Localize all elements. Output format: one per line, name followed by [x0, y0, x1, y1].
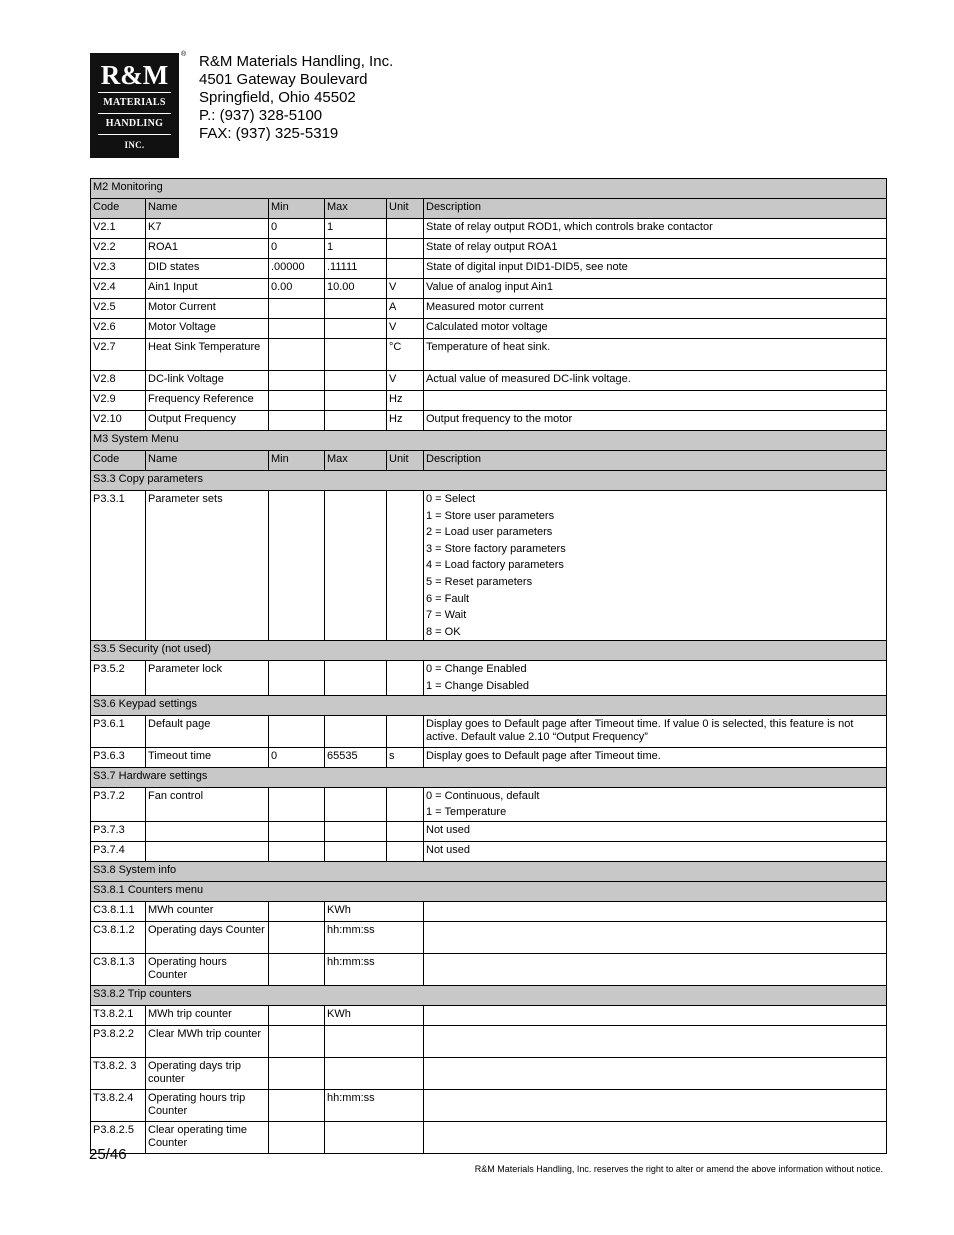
option-item: 8 = OK — [426, 625, 461, 638]
column-header-min: Min — [269, 451, 325, 471]
table-row — [91, 299, 887, 319]
cell-code: P3.8.2.5 — [91, 1121, 146, 1153]
table-row — [91, 339, 887, 371]
cell-unit-span — [325, 1121, 424, 1153]
table-row — [91, 1005, 887, 1025]
cell-description — [424, 1089, 887, 1121]
company-fax: FAX: (937) 325-5319 — [199, 125, 339, 142]
cell-description: Measured motor current — [424, 299, 887, 319]
cell-min — [269, 787, 325, 821]
cell-unit-span — [325, 1057, 424, 1089]
cell-description: Value of analog input Ain1 — [424, 279, 887, 299]
cell-unit — [387, 821, 424, 841]
cell-max — [325, 339, 387, 371]
cell-name: Motor Current — [146, 299, 269, 319]
logo-rule — [98, 92, 171, 93]
section-s38-system-info-title: S3.8 System info — [91, 861, 887, 881]
cell-unit — [387, 259, 424, 279]
cell-description — [424, 787, 887, 821]
cell-max — [325, 821, 387, 841]
cell-unit — [387, 661, 424, 695]
cell-name: Operating hours trip Counter — [146, 1089, 269, 1121]
column-header-description: Description — [424, 451, 887, 471]
cell-unit-span: KWh — [325, 901, 424, 921]
option-item: 6 = Fault — [426, 592, 470, 605]
section-s382-trip-counters — [91, 985, 887, 1005]
table-row — [91, 491, 887, 641]
logo-line-inc: INC. — [124, 140, 145, 150]
section-s36-keypad-settings-title: S3.6 Keypad settings — [91, 695, 887, 715]
cell-description: State of digital input DID1-DID5, see note — [424, 259, 887, 279]
cell-min — [269, 715, 325, 747]
table-row — [91, 1089, 887, 1121]
cell-name: Fan control — [146, 787, 269, 821]
cell-min — [269, 491, 325, 641]
cell-code: V2.9 — [91, 391, 146, 411]
column-header-name: Name — [146, 451, 269, 471]
table-row — [91, 1121, 887, 1153]
cell-min — [269, 901, 325, 921]
cell-name — [146, 821, 269, 841]
cell-min — [269, 1089, 325, 1121]
column-header-row — [91, 451, 887, 471]
table-row — [91, 411, 887, 431]
cell-max — [325, 411, 387, 431]
cell-code: V2.5 — [91, 299, 146, 319]
cell-max: 10.00 — [325, 279, 387, 299]
cell-unit: °C — [387, 339, 424, 371]
cell-min — [269, 1121, 325, 1153]
cell-max: 65535 — [325, 747, 387, 767]
cell-name: Parameter lock — [146, 661, 269, 695]
parameter-table-body — [91, 179, 887, 1154]
option-item: 5 = Reset parameters — [426, 575, 533, 588]
cell-max: 1 — [325, 239, 387, 259]
logo-brand: R&M — [100, 60, 169, 90]
column-header-unit: Unit — [387, 451, 424, 471]
cell-unit — [387, 787, 424, 821]
cell-code: P3.6.3 — [91, 747, 146, 767]
company-phone: P.: (937) 328-5100 — [199, 107, 323, 124]
cell-name: Ain1 Input — [146, 279, 269, 299]
cell-unit — [387, 239, 424, 259]
cell-description: State of relay output ROD1, which controls brake contactor — [424, 219, 887, 239]
cell-description: Calculated motor voltage — [424, 319, 887, 339]
cell-code: C3.8.1.3 — [91, 953, 146, 985]
cell-min — [269, 921, 325, 953]
column-header-code: Code — [91, 451, 146, 471]
logo-rule — [98, 134, 171, 135]
cell-name: Clear MWh trip counter — [146, 1025, 269, 1057]
cell-name: Operating hours Counter — [146, 953, 269, 985]
cell-name: Motor Voltage — [146, 319, 269, 339]
footer-notice: R&M Materials Handling, Inc. reserves the right to alter or amend the above information without notice. — [474, 1164, 883, 1174]
cell-name: Frequency Reference — [146, 391, 269, 411]
section-s37-hardware-settings-title: S3.7 Hardware settings — [91, 767, 887, 787]
cell-code: P3.6.1 — [91, 715, 146, 747]
section-s382-trip-counters-title: S3.8.2 Trip counters — [91, 985, 887, 1005]
cell-name: Operating days Counter — [146, 921, 269, 953]
cell-code: T3.8.2.4 — [91, 1089, 146, 1121]
table-row — [91, 661, 887, 695]
table-row — [91, 259, 887, 279]
table-row — [91, 953, 887, 985]
section-s35-security — [91, 641, 887, 661]
option-item: 7 = Wait — [426, 609, 467, 622]
cell-unit-span: hh:mm:ss — [325, 1089, 424, 1121]
cell-code: V2.2 — [91, 239, 146, 259]
section-s381-counters-menu-title: S3.8.1 Counters menu — [91, 881, 887, 901]
cell-name: Default page — [146, 715, 269, 747]
cell-min — [269, 1005, 325, 1025]
column-header-max: Max — [325, 451, 387, 471]
table-row — [91, 219, 887, 239]
cell-name: Output Frequency — [146, 411, 269, 431]
cell-name: Clear operating time Counter — [146, 1121, 269, 1153]
cell-name: MWh counter — [146, 901, 269, 921]
option-item: 1 = Store user parameters — [426, 509, 555, 522]
section-s38-system-info — [91, 861, 887, 881]
cell-description: Display goes to Default page after Timeout time. — [424, 747, 887, 767]
cell-description — [424, 491, 887, 641]
table-row — [91, 391, 887, 411]
logo-rule — [98, 113, 171, 114]
logo-line-handling: HANDLING — [105, 118, 164, 129]
option-item: 0 = Change Enabled — [426, 663, 527, 676]
section-m3-system-menu-title: M3 System Menu — [91, 431, 887, 451]
option-item: 0 = Continuous, default — [426, 789, 540, 802]
option-item: 3 = Store factory parameters — [426, 542, 566, 555]
column-header-min: Min — [269, 199, 325, 219]
cell-unit-span — [325, 1025, 424, 1057]
cell-min — [269, 661, 325, 695]
option-item: 2 = Load user parameters — [426, 526, 553, 539]
option-item: 1 = Temperature — [426, 806, 507, 819]
cell-min — [269, 299, 325, 319]
table-row — [91, 901, 887, 921]
company-name: R&M Materials Handling, Inc. — [199, 53, 394, 70]
column-header-description: Description — [424, 199, 887, 219]
cell-description — [424, 661, 887, 695]
cell-code: T3.8.2. 3 — [91, 1057, 146, 1089]
table-row — [91, 747, 887, 767]
option-item: 4 = Load factory parameters — [426, 559, 564, 572]
parameter-table — [90, 178, 887, 1154]
cell-code: P3.7.4 — [91, 841, 146, 861]
cell-max — [325, 661, 387, 695]
table-row — [91, 1057, 887, 1089]
cell-description — [424, 391, 887, 411]
column-header-max: Max — [325, 199, 387, 219]
cell-description — [424, 1005, 887, 1025]
cell-name: Heat Sink Temperature — [146, 339, 269, 371]
cell-min — [269, 1057, 325, 1089]
table-row — [91, 371, 887, 391]
cell-unit: Hz — [387, 411, 424, 431]
cell-code: V2.4 — [91, 279, 146, 299]
cell-min — [269, 411, 325, 431]
cell-description — [424, 953, 887, 985]
cell-code: V2.3 — [91, 259, 146, 279]
cell-max — [325, 841, 387, 861]
section-s33-copy-parameters — [91, 471, 887, 491]
registered-mark: ® — [181, 51, 187, 58]
table-row — [91, 319, 887, 339]
company-city: Springfield, Ohio 45502 — [199, 89, 356, 106]
page-number: 25/46 — [89, 1146, 127, 1163]
cell-code: P3.3.1 — [91, 491, 146, 641]
cell-min — [269, 319, 325, 339]
cell-min — [269, 391, 325, 411]
cell-description: Output frequency to the motor — [424, 411, 887, 431]
cell-max — [325, 715, 387, 747]
cell-max: .11111 — [325, 259, 387, 279]
cell-code: V2.1 — [91, 219, 146, 239]
cell-unit — [387, 715, 424, 747]
cell-min — [269, 821, 325, 841]
cell-max — [325, 391, 387, 411]
column-header-name: Name — [146, 199, 269, 219]
cell-description: Temperature of heat sink. — [424, 339, 887, 371]
cell-code: V2.7 — [91, 339, 146, 371]
cell-code: P3.5.2 — [91, 661, 146, 695]
cell-code: V2.10 — [91, 411, 146, 431]
cell-code: V2.8 — [91, 371, 146, 391]
cell-unit — [387, 491, 424, 641]
table-row — [91, 921, 887, 953]
cell-min: 0 — [269, 747, 325, 767]
cell-max — [325, 371, 387, 391]
cell-unit — [387, 841, 424, 861]
table-row — [91, 821, 887, 841]
section-s33-copy-parameters-title: S3.3 Copy parameters — [91, 471, 887, 491]
cell-min — [269, 953, 325, 985]
cell-name: DID states — [146, 259, 269, 279]
company-address — [199, 53, 393, 143]
cell-description — [424, 901, 887, 921]
section-m3-system-menu — [91, 431, 887, 451]
cell-description — [424, 1121, 887, 1153]
cell-code: C3.8.1.1 — [91, 901, 146, 921]
section-s36-keypad-settings — [91, 695, 887, 715]
cell-max — [325, 491, 387, 641]
table-row — [91, 279, 887, 299]
company-logo — [90, 53, 179, 158]
column-header-code: Code — [91, 199, 146, 219]
cell-min — [269, 371, 325, 391]
cell-unit-span: hh:mm:ss — [325, 921, 424, 953]
cell-min — [269, 339, 325, 371]
table-row — [91, 239, 887, 259]
cell-description: Display goes to Default page after Timeout time. If value 0 is selected, this feature is not active. Default value 2.10 “Output Frequency” — [424, 715, 887, 747]
cell-min: .00000 — [269, 259, 325, 279]
cell-min: 0 — [269, 239, 325, 259]
cell-description: Actual value of measured DC-link voltage. — [424, 371, 887, 391]
cell-unit: Hz — [387, 391, 424, 411]
cell-name: Operating days trip counter — [146, 1057, 269, 1089]
table-row — [91, 715, 887, 747]
cell-name: K7 — [146, 219, 269, 239]
cell-description — [424, 1025, 887, 1057]
cell-name: DC-link Voltage — [146, 371, 269, 391]
section-m2-monitoring-title: M2 Monitoring — [91, 179, 887, 199]
cell-code: V2.6 — [91, 319, 146, 339]
cell-description: Not used — [424, 841, 887, 861]
cell-unit-span: KWh — [325, 1005, 424, 1025]
cell-code: C3.8.1.2 — [91, 921, 146, 953]
logo-line-materials: MATERIALS — [103, 97, 166, 108]
cell-description: State of relay output ROA1 — [424, 239, 887, 259]
cell-description: Not used — [424, 821, 887, 841]
section-s381-counters-menu — [91, 881, 887, 901]
cell-code: P3.7.2 — [91, 787, 146, 821]
cell-name: MWh trip counter — [146, 1005, 269, 1025]
cell-unit-span: hh:mm:ss — [325, 953, 424, 985]
cell-max: 1 — [325, 219, 387, 239]
cell-description — [424, 1057, 887, 1089]
company-street: 4501 Gateway Boulevard — [199, 71, 368, 88]
cell-code: P3.8.2.2 — [91, 1025, 146, 1057]
cell-unit: V — [387, 371, 424, 391]
column-header-row — [91, 199, 887, 219]
cell-code: P3.7.3 — [91, 821, 146, 841]
section-s37-hardware-settings — [91, 767, 887, 787]
option-item: 0 = Select — [426, 493, 476, 505]
cell-min — [269, 1025, 325, 1057]
table-row — [91, 787, 887, 821]
option-item: 1 = Change Disabled — [426, 679, 530, 692]
table-row — [91, 1025, 887, 1057]
cell-min: 0 — [269, 219, 325, 239]
cell-unit — [387, 219, 424, 239]
cell-description — [424, 921, 887, 953]
cell-name — [146, 841, 269, 861]
cell-max — [325, 319, 387, 339]
section-m2-monitoring — [91, 179, 887, 199]
cell-code: T3.8.2.1 — [91, 1005, 146, 1025]
cell-max — [325, 299, 387, 319]
cell-min — [269, 841, 325, 861]
cell-max — [325, 787, 387, 821]
table-row — [91, 841, 887, 861]
cell-name: Parameter sets — [146, 491, 269, 641]
cell-name: Timeout time — [146, 747, 269, 767]
cell-min: 0.00 — [269, 279, 325, 299]
cell-unit: s — [387, 747, 424, 767]
cell-unit: A — [387, 299, 424, 319]
section-s35-security-title: S3.5 Security (not used) — [91, 641, 887, 661]
cell-unit: V — [387, 319, 424, 339]
cell-unit: V — [387, 279, 424, 299]
column-header-unit: Unit — [387, 199, 424, 219]
cell-name: ROA1 — [146, 239, 269, 259]
